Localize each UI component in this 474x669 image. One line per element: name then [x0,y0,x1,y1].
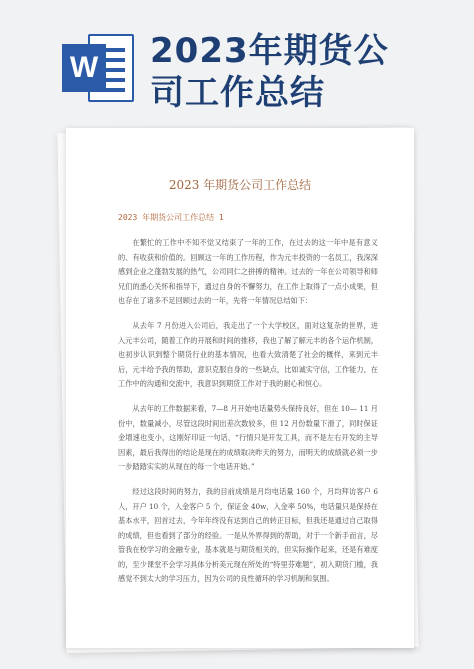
word-logo-badge: W [62,44,106,92]
paragraph: 从去年的工作数据来看，7—8 月开始电话量势头保持良好，但在 10— 11 月份中，数量减小，尽管这段时间出差次数较多，但 12 月份数量下滑了，同时保证金增速也变小，这刚好印证一句话，“行情只是开发工具，而不是左右开发的主导因素，最后我得出的结论是现在的成绩取决昨天的努力，而明天的成绩就必须一步一步踏踏实实的从现在的每一个电话开始。” [118,403,378,472]
document-page [66,128,414,648]
word-document-icon [62,34,136,102]
document-title: 2023 年期货公司工作总结 [168,178,312,192]
document-subtitle: 2023 年期货公司工作总结 1 [118,213,224,222]
paragraph: 在繁忙的工作中不知不觉又结束了一年的工作，在过去的这一年中是有意义的、有收获和价值的。回顾这一年的工作历程，作为元丰投资的一名员工，我深深感到企业之蓬勃发展的热气，公司同仁之拼搏的精神。过去的一年在公司领导和师兄们的悉心关怀和指导下，通过自身的不懈努力，在工作上取得了一点小成果，但也存在了诸多不足回顾过去的一年，先将一年情况总结如下： [118,238,378,306]
paragraph: 经过这段时间的努力，我的目前成绩是月均电话量 160 个，月均拜访客户 6 人，开户 10 个，入金客户 5 个，保证金 40w，入金率 50%，电话量只是保持在基本水平，回首过去，今年年终没有达到自己的转正目标，但我还是通过自己取得的成绩，但也看到了部分的经验。一是从外界得到的帮助，对于一个新手而言，尽管我在校学习的金融专业，基本就是与期货相关的，但实际操作起来，还是有难度的，至少课堂不会学习具体分析美元现在所处的“特里芬难题”，初入期货门槛，我感觉不到太大的学习压力，因为公司的良性循环的学习机制和氛围。 [118,486,378,584]
document-body [118,236,378,597]
paragraph: 从去年 7 月份进入公司后，我走出了一个大学校区，面对这复杂的世界，进入元丰公司，随着工作的开展和时间的推移，我也了解了解元丰的各个运作机制，也初步认识到整个期货行业的基本情况，也看大致清楚了社会的概样，来到元丰后，元丰给予我的帮助，意识克服自身的一些缺点，比如诚实守信，工作能力，在工作中的沟通和交流中，我意识到期货工作对于我的耐心和恒心。 [118,320,378,389]
banner [0,0,474,128]
banner-title: 2023年期货公司工作总结 [150,31,389,113]
